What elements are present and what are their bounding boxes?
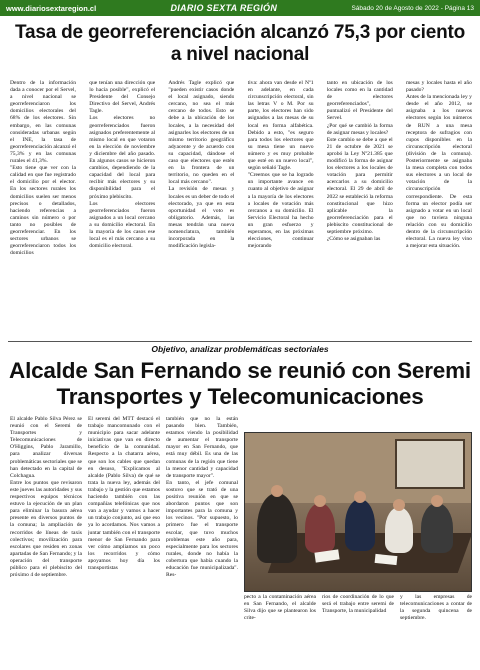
meeting-photo xyxy=(244,432,472,592)
article1-headline: Tasa de georreferenciación alcanzó 75,3 por ciento a nivel nacional xyxy=(14,22,466,65)
article1-column-2: que tenían una dirección que lo hacía posible", explicó el Presidente del Consejo Directivo del Servel, Andrés Tagle. Los electores no georreferenciados fueron asignados preferentemente al mismo local en que votaron en la elección de noviembre y diciembre del año pasado. En algunos casos se hicieron cambios, dependiendo de la capacidad del local para recibir más electores y su disponibilidad para el próximo plebiscito. Los electores georreferenciados fueron asignados a un local cercano a su domicilio electoral. En la mayoría de los casos ese local es el más cercano a su domicilio electoral. xyxy=(89,80,156,250)
article1-column-4: tiva: ahora van desde el Nº1 en adelante, en cada circunscripción electoral, sin las letras V o M. Por su parte, los electores han sido asignados a las mesas de su local en forma alfabética. Debido a esto, "es seguro para todos los electores que su mesa tiene un nuevo número y es muy probable que esté en un nuevo local", según señaló Tagle. "Creemos que se ha logrado un importante avance en cuanto al objetivo de asignar a la mayoría de los electores a locales de votación más cercanos a su domicilio. El Servicio Electoral ha hecho un gran esfuerzo y esperamos, en las próximas elecciones, continuar mejorando xyxy=(247,80,314,250)
section-divider xyxy=(8,341,472,342)
article1-column-5: tanto en ubicación de los locales como en la cantidad de electores georreferenciados", puntualizó el Presidente del Servel. ¿Por qué se cambió la forma de asignar mesas y locales? Este cambio se debe a que el 21 de octubre de 2021 se aprobó la Ley Nº21.385 que modificó la forma de asignar los electores a los locales de votación para permitir acercarlos a su domicilio electoral. El 29 de abril de 2022 se estableció la reforma constitucional que hizo aplicable la georreferenciación para el plebiscito constitucional de septiembre próximo. ¿Cómo se asignaban las xyxy=(326,80,393,243)
photo-head xyxy=(393,499,405,511)
photo-person xyxy=(305,503,335,553)
photo-window xyxy=(395,439,465,489)
article2-column-4: pecto a la contaminación aérea en San Fernando, el alcalde Silva dijo que se plantearon los crite- xyxy=(244,594,316,622)
article2-column-5: rios de coordinación de lo que será el trabajo entre seremi de Transporte, la municipalidad xyxy=(322,594,394,615)
article1-column-6: mesas y locales hasta el año pasado? Antes de la mencionada ley y desde el año 2012, se asignaba a los nuevos electores según los números de RUN a una mesa receptora de sufragios con cupos disponibles en la circunscripción electoral (división de la comuna). Posteriormente se asignaba la mesa completa con todos sus electores a un local de votación de la circunscripción correspondiente. De esta forma un elector podía ser asignado a votar en un local que no tuviera ninguna relación con su domicilio dentro de la circunscripción electoral. La nueva ley vino a mejorar esta situación. xyxy=(405,80,472,250)
issue-date: Sábado 20 de Agosto de 2022 - Página 13 xyxy=(351,4,474,12)
article2-column-2: El seremi del MTT destacó el trabajo mancomunado con el municipio para sacar adelante iniciativas que van en directo beneficio de la comunidad. Respecto a la chatarra aérea, que son los cables que quedan en desuso, "Explicamos al alcalde (Pablo Silva) de qué se trata la nueva ley, además del trabajo y la gestión que estamos haciendo también con las compañías telefónicas que nos van a ayudar y vamos a hacer un trabajo conjunto, así que eso ya lo acordamos. Nos vamos a juntar también con el transporte menor de San Fernando para ver cómo ampliamos un poco los recorridos y cómo apoyamos hoy día los transportistas xyxy=(88,416,160,571)
publication-name: DIARIO SEXTA REGIÓN xyxy=(170,3,278,13)
photo-person xyxy=(421,503,453,553)
article2-column-6: y las empresas de telecomunicaciones a contar de la segunda quincena de septiembre. xyxy=(400,594,472,622)
article2-column-1: El alcalde Pablo Silva Pérez se reunió con el Seremi de Transportes y Telecomunicaciones de O'Higgins, Pablo Jaramillo, para analizar diversas problemáticas sectoriales que se han detectado en la capital de Colchagua. Entre los puntos que revisaron este jueves las autoridades y sus respectivos equipos técnicos estuvo la ejecución de un plan para eliminar la basura aérea presente en diversos puntos de la comuna; la ampliación de recorridos de líneas de taxis colectivos; movilización para escolares que residen en zonas apartadas de San Fernando; y la operación del transporte público para el plebiscito del próximo 4 de septiembre. xyxy=(10,416,82,579)
photo-person xyxy=(345,499,375,551)
photo-person xyxy=(257,493,297,563)
photo-person xyxy=(385,507,413,553)
photo-head xyxy=(431,495,443,507)
photo-head xyxy=(271,485,283,497)
photo-head xyxy=(314,495,326,507)
article1-column-3: Andrés Tagle explicó que "pueden existir casos donde el local asignado, siendo cercano, no sea el más cercano de todos. Esto se debe a la ubicación de los locales, a la necesidad del asignarles los electores de un mismo territorio geográfico adyacente y de acuerdo con su capacidad, dándose el caso que electores que estén en la frontera de un territorio, no queden en el local más cercano". La revisión de mesas y locales es un deber de todo el electorado, ya que en esta oportunidad el voto es obligatorio. Además, las mesas tendrán una nueva nomenclatura, también incorporada en la modificación legisla- xyxy=(168,80,235,250)
article2-kicker: Objetivo, analizar problemáticas sectoriales xyxy=(151,344,329,354)
article1-column-1: Dentro de la información dada a conocer por el Servel, a nivel nacional se georreferenciaron los domicilios electorales del 68% de los electores. Sin embargo, en las comunas consideradas urbanas según el INE, la tasa de georreferenciación alcanzó el 75,3% y en las comunas rurales el 41,3%. "Esto tiene que ver con la calidad en que fue registrado el domicilio por el elector. En los sectores rurales los domicilios suelen ser menos precisos o detallados, haciendo referencias a caminos sin número o por tanto no posibles de georreferenciar. En los sectores urbanos se georreferenciaron todos los domicilios xyxy=(10,80,76,257)
page-header xyxy=(0,0,480,16)
article2-headline: Alcalde San Fernando se reunió con Seremi Transportes y Telecomunicaciones xyxy=(9,358,471,409)
site-url[interactable]: www.diariosextaregion.cl xyxy=(6,3,97,13)
article2-column-3: también que no la están pasando bien. También, estamos viendo la posibilidad de aumentar el transporte mayor en San Fernando, que está muy débil. Es una de las comunas de la región que tiene la menor cantidad y capacidad de transporte mayor". En tanto, el jefe comunal sostuvo que se trató de una positiva reunión en que se abordaron puntos que son importantes para la comuna y los vecinos. "Por supuesto, lo primero fue el transporte escolar, que tuvo muchos problemas este año para, especialmente para los sectores rurales, donde no había la cobertura que había cuando la educación fue municipalizada". Res- xyxy=(166,416,238,579)
photo-head xyxy=(354,491,366,503)
article1-body xyxy=(10,80,472,340)
